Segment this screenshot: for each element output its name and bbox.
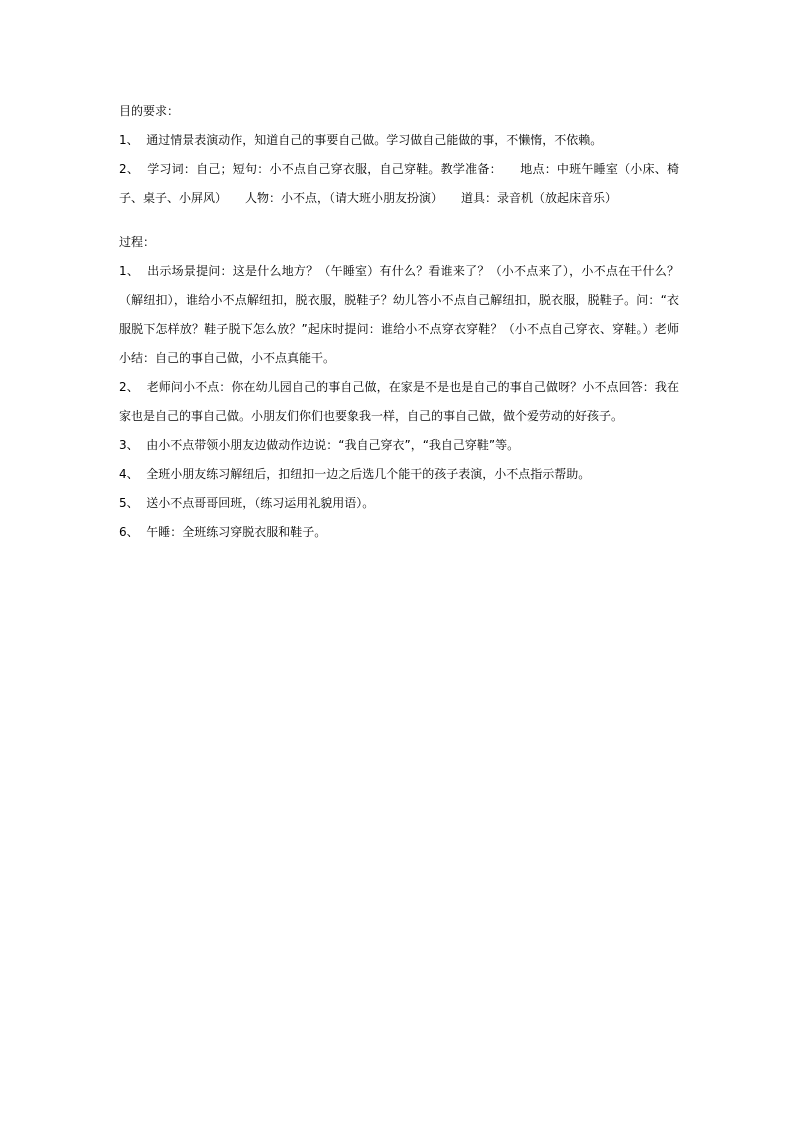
section-objectives: [119, 100, 679, 213]
item-number: 1、: [119, 264, 140, 278]
section-spacer: [119, 213, 679, 231]
objective-item-2: [119, 155, 679, 213]
item-text: 出示场景提问：这是什么地方？（午睡室）有什么？看谁来了？（小不点来了），小不点在干什么？（解纽扣），谁给小不点解纽扣，脱衣服，脱鞋子？幼儿答小不点自己解纽扣，脱衣服，脱鞋子。问：“衣服脱下怎样放？鞋子脱下怎么放？”起床时提问：谁给小不点穿衣穿鞋？（小不点自己穿衣、穿鞋。）老师小结：自己的事自己做，小不点真能干。: [119, 264, 679, 365]
section-heading-process: 过程：: [119, 235, 156, 249]
item-number: 2、: [119, 162, 140, 176]
process-item-5: [119, 489, 679, 518]
section-process: [119, 231, 679, 547]
item-number: 2、: [119, 380, 139, 394]
item-text: 送小不点哥哥回班，（练习运用礼貌用语）。: [146, 496, 375, 510]
process-item-1: [119, 257, 679, 373]
item-number: 5、: [119, 496, 139, 510]
objectives-list: [119, 126, 679, 213]
process-item-4: [119, 460, 679, 489]
document-body: [119, 100, 679, 547]
item-text: 全班小朋友练习解纽后，扣纽扣一边之后选几个能干的孩子表演，小不点指示帮助。: [146, 467, 591, 481]
item-number: 3、: [119, 438, 139, 452]
section-heading-objectives: 目的要求：: [119, 104, 180, 118]
item-text: 通过情景表演动作，知道自己的事要自己做。学习做自己能做的事，不懒惰，不依赖。: [146, 133, 603, 147]
process-item-2: [119, 373, 679, 431]
item-text: 午睡：全班练习穿脱衣服和鞋子。: [146, 525, 327, 539]
process-item-6: [119, 518, 679, 547]
item-number: 4、: [119, 467, 139, 481]
item-text: 由小不点带领小朋友边做动作边说：“我自己穿衣”，“我自己穿鞋”等。: [146, 438, 520, 452]
item-text: 老师问小不点：你在幼儿园自己的事自己做，在家是不是也是自己的事自己做呀？小不点回答：我在家也是自己的事自己做。小朋友们你们也要象我一样，自己的事自己做，做个爱劳动的好孩子。: [119, 380, 679, 423]
item-number: 1、: [119, 133, 139, 147]
item-text: 学习词：自己；短句：小不点自己穿衣服，自己穿鞋。教学准备： 地点：中班午睡室（小床、椅子、桌子、小屏风） 人物：小不点，（请大班小朋友扮演） 道具：录音机（放起床音乐）: [119, 162, 679, 205]
process-item-3: [119, 431, 679, 460]
objective-item-1: [119, 126, 679, 155]
process-list: [119, 257, 679, 547]
item-number: 6、: [119, 525, 139, 539]
